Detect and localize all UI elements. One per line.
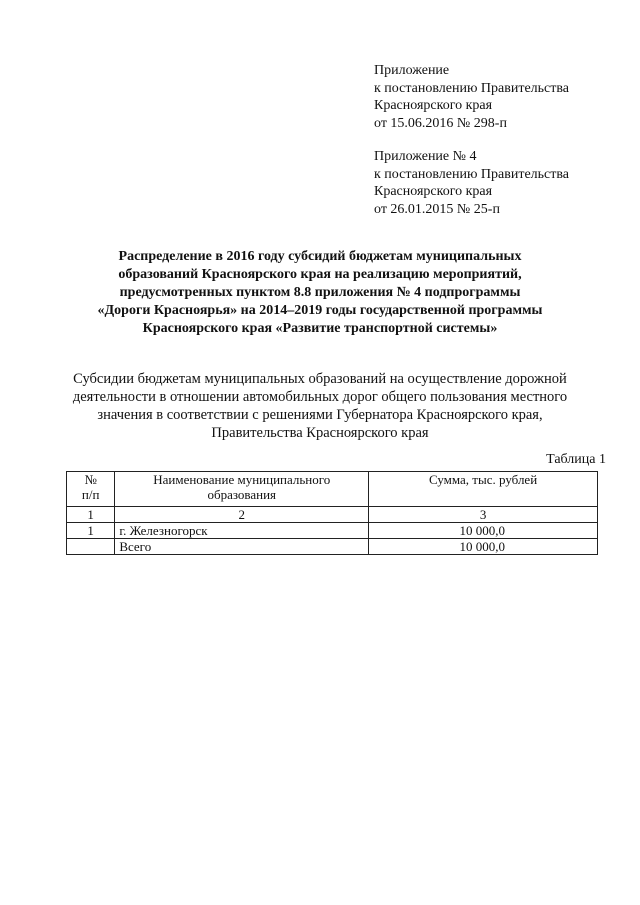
appendix-4-note	[374, 148, 624, 218]
title-line: предусмотренных пунктом 8.8 приложения № 4 подпрограммы	[119, 285, 521, 300]
header-sum: Сумма, тыс. рублей	[369, 472, 598, 507]
subsidy-table	[66, 471, 598, 555]
row-number: 1	[67, 523, 115, 539]
appendix-line: к постановлению Правительства	[374, 80, 570, 96]
header-municipality: Наименование муниципального образования	[115, 472, 369, 507]
title-line: «Дороги Красноярья» на 2014–2019 годы государственной программы	[97, 303, 543, 318]
table-row	[67, 523, 598, 539]
index-cell: 1	[67, 507, 115, 523]
appendix-line: Красноярского края	[374, 98, 493, 113]
row-number	[67, 539, 115, 555]
title-line: образований Красноярского края на реализацию мероприятий,	[118, 267, 522, 282]
subtitle-line: Правительства Красноярского края	[211, 425, 429, 441]
row-total-label: Всего	[115, 539, 369, 555]
appendix-line: от 26.01.2015 № 25-п	[374, 201, 500, 217]
appendix-line: Приложение	[374, 63, 450, 78]
subtitle-line: деятельности в отношении автомобильных дорог общего пользования местного	[72, 389, 568, 405]
table-header-row	[67, 472, 598, 507]
index-cell: 3	[369, 507, 598, 523]
row-municipality: г. Железногорск	[115, 523, 369, 539]
appendix-line: от 15.06.2016 № 298-п	[374, 115, 507, 131]
appendix-line: к постановлению Правительства	[374, 166, 570, 182]
appendix-line: Красноярского края	[374, 184, 493, 199]
table-index-row	[67, 507, 598, 523]
index-cell: 2	[115, 507, 369, 523]
title-line: Красноярского края «Развитие транспортной системы»	[142, 321, 498, 336]
document-title	[60, 248, 580, 338]
appendix-note	[374, 62, 624, 132]
section-subtitle	[50, 370, 590, 442]
subtitle-line: Субсидии бюджетам муниципальных образований на осуществление дорожной	[73, 371, 567, 387]
appendix-line: Приложение № 4	[374, 149, 477, 164]
row-sum: 10 000,0	[369, 523, 598, 539]
table-total-row	[67, 539, 598, 555]
title-line: Распределение в 2016 году субсидий бюджетам муниципальных	[118, 249, 522, 264]
header-number: № п/п	[67, 472, 115, 507]
subtitle-line: значения в соответствии с решениями Губернатора Красноярского края,	[97, 407, 543, 423]
table-label: Таблица 1	[546, 452, 606, 467]
row-total-sum: 10 000,0	[369, 539, 598, 555]
